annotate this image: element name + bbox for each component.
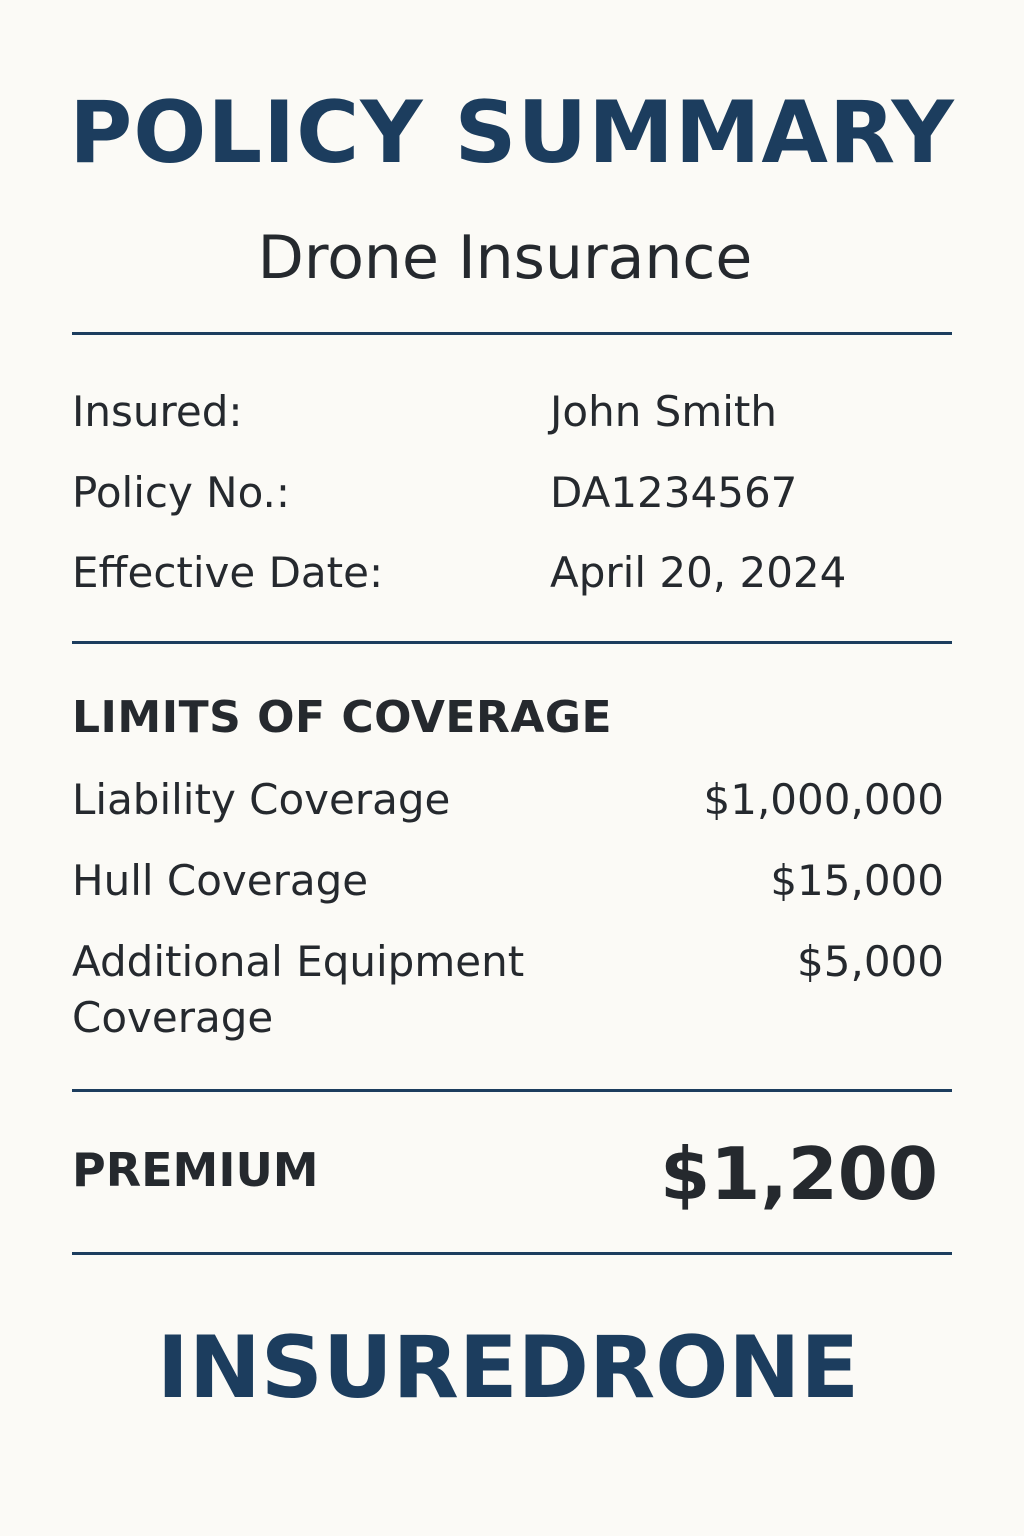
- coverage-heading: LIMITS OF COVERAGE: [72, 692, 613, 743]
- coverage-amount: $1,000,000: [703, 775, 944, 824]
- coverage-label: Liability Coverage: [72, 775, 451, 824]
- coverage-amount: $15,000: [770, 856, 944, 905]
- coverage-label: Hull Coverage: [72, 856, 369, 905]
- info-row-insured: [72, 382, 952, 442]
- page-title: POLICY SUMMARY: [69, 83, 955, 183]
- divider: [72, 332, 952, 335]
- premium-amount: $1,200: [660, 1132, 938, 1216]
- info-value: DA1234567: [550, 468, 798, 517]
- info-label: Policy No.:: [72, 468, 291, 517]
- divider: [72, 1089, 952, 1092]
- info-row-policy-number: [72, 463, 952, 523]
- info-value: April 20, 2024: [550, 548, 847, 597]
- brand-logo-text: INSUREDRONE: [156, 1318, 860, 1418]
- info-row-effective-date: [72, 543, 952, 603]
- divider: [72, 641, 952, 644]
- info-label: Effective Date:: [72, 548, 384, 597]
- info-value: John Smith: [550, 387, 778, 436]
- coverage-amount: $5,000: [797, 937, 944, 986]
- page-subtitle: Drone Insurance: [257, 223, 753, 293]
- info-label: Insured:: [72, 387, 243, 436]
- coverage-label: Additional Equipment Coverage: [72, 937, 525, 1042]
- divider: [72, 1252, 952, 1255]
- premium-label: PREMIUM: [72, 1143, 319, 1197]
